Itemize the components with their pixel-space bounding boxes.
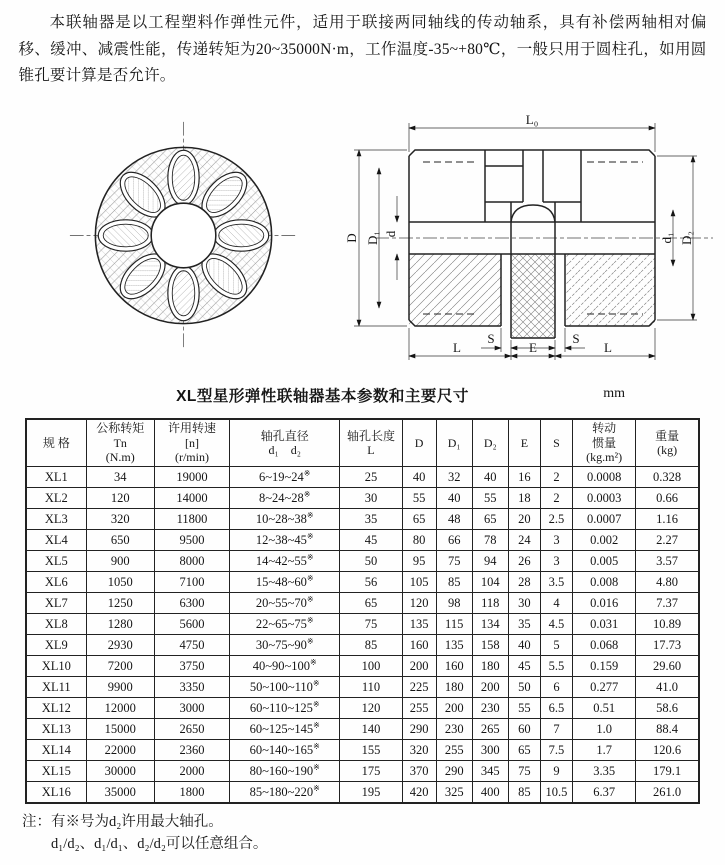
cell-speed: 6300 [154,592,229,613]
dim-label-S-right: S [572,330,580,346]
cell-length: 110 [340,676,402,697]
cell-D: 105 [402,571,436,592]
cell-speed: 7100 [154,571,229,592]
cell-bore: 40~90~100※ [230,655,340,676]
max-bore-mark: ※ [306,615,314,625]
cell-E: 40 [508,634,540,655]
table-title-row [0,384,725,408]
cell-D: 290 [402,718,436,739]
cell-D2: 65 [472,508,508,529]
cell-length: 65 [340,592,402,613]
table-row [26,655,699,676]
cell-D1: 66 [436,529,472,550]
max-bore-mark: ※ [306,552,314,562]
cell-torque: 15000 [86,718,154,739]
cell-torque: 22000 [86,739,154,760]
cell-weight: 41.0 [636,676,699,697]
cell-E: 28 [508,571,540,592]
max-bore-mark: ※ [312,699,320,709]
cell-D1: 325 [436,781,472,803]
star-element-section-hatch [511,254,555,338]
cell-D2: 134 [472,613,508,634]
cell-D2: 180 [472,655,508,676]
cell-torque: 1050 [86,571,154,592]
max-bore-mark: ※ [312,678,320,688]
column-header: D [402,419,436,467]
cell-bore: 10~28~38※ [230,508,340,529]
cell-D2: 300 [472,739,508,760]
cell-speed: 9500 [154,529,229,550]
table-row [26,613,699,634]
cell-S: 2 [540,466,572,487]
cell-torque: 9900 [86,676,154,697]
cell-bore: 85~180~220※ [230,781,340,803]
cell-D2: 94 [472,550,508,571]
column-header: 轴孔直径 d₁ d₂ [230,419,340,467]
table-row [26,697,699,718]
cell-D1: 85 [436,571,472,592]
cell-torque: 35000 [86,781,154,803]
cell-speed: 2000 [154,760,229,781]
cell-E: 45 [508,655,540,676]
cell-D1: 135 [436,634,472,655]
cell-torque: 7200 [86,655,154,676]
cell-length: 56 [340,571,402,592]
cell-torque: 320 [86,508,154,529]
cell-inertia: 0.008 [573,571,636,592]
cell-E: 50 [508,676,540,697]
cell-spec: XL2 [26,487,86,508]
max-bore-mark: ※ [313,762,320,772]
cell-bore: 6~19~24※ [230,466,340,487]
max-bore-mark: ※ [306,636,314,646]
cell-speed: 5600 [154,613,229,634]
cell-D1: 75 [436,550,472,571]
cell-inertia: 0.51 [573,697,636,718]
dim-label-L-left: L [453,339,461,355]
cell-speed: 3350 [154,676,229,697]
cell-D1: 40 [436,487,472,508]
front-view-drawing [66,118,301,353]
cell-spec: XL6 [26,571,86,592]
cell-inertia: 0.277 [573,676,636,697]
column-header: 公称转矩 Tn (N.m) [86,419,154,467]
cell-D1: 48 [436,508,472,529]
right-hub-section-hatch [565,254,655,326]
cell-S: 7.5 [540,739,572,760]
dim-label-S-left: S [487,330,495,346]
cell-speed: 3000 [154,697,229,718]
dim-label-E: E [529,339,537,355]
max-bore-mark: ※ [306,573,314,583]
cell-D1: 160 [436,655,472,676]
cell-E: 16 [508,466,540,487]
cell-S: 5.5 [540,655,572,676]
cell-bore: 22~65~75※ [230,613,340,634]
table-row [26,634,699,655]
cell-D: 55 [402,487,436,508]
column-header: E [508,419,540,467]
cell-spec: XL13 [26,718,86,739]
cell-E: 85 [508,781,540,803]
cell-D2: 265 [472,718,508,739]
cell-D: 65 [402,508,436,529]
table-header-row [26,419,699,467]
max-bore-mark: ※ [310,657,317,667]
dim-label-L-right: L [604,339,612,355]
max-bore-mark: ※ [313,741,320,751]
cell-bore: 20~55~70※ [230,592,340,613]
dim-label-D1: D₁ [365,231,380,245]
max-bore-mark: ※ [306,510,314,520]
cell-length: 155 [340,739,402,760]
cell-bore: 30~75~90※ [230,634,340,655]
cell-inertia: 1.0 [573,718,636,739]
cell-weight: 29.60 [636,655,699,676]
cell-S: 6 [540,676,572,697]
cell-E: 65 [508,739,540,760]
dim-label-D2: D₂ [679,231,694,245]
cell-length: 100 [340,655,402,676]
cell-D1: 32 [436,466,472,487]
cell-torque: 650 [86,529,154,550]
cell-S: 10.5 [540,781,572,803]
table-unit-label: mm [603,385,625,401]
dim-label-d1: d₁ [659,232,674,244]
cell-spec: XL9 [26,634,86,655]
table-row [26,739,699,760]
cell-length: 30 [340,487,402,508]
table-title: XL型星形弹性联轴器基本参数和主要尺寸 [176,387,469,405]
cell-spec: XL1 [26,466,86,487]
cell-inertia: 0.159 [573,655,636,676]
cell-bore: 8~24~28※ [230,487,340,508]
cell-speed: 2650 [154,718,229,739]
cell-inertia: 0.068 [573,634,636,655]
cell-torque: 34 [86,466,154,487]
cell-D2: 55 [472,487,508,508]
column-header: D₂ [472,419,508,467]
cell-S: 3 [540,529,572,550]
cell-E: 18 [508,487,540,508]
cell-speed: 3750 [154,655,229,676]
cell-speed: 19000 [154,466,229,487]
cell-spec: XL4 [26,529,86,550]
cell-D: 225 [402,676,436,697]
cell-S: 3 [540,550,572,571]
cell-weight: 10.89 [636,613,699,634]
table-row [26,760,699,781]
cell-E: 60 [508,718,540,739]
cell-torque: 120 [86,487,154,508]
cell-D2: 400 [472,781,508,803]
max-bore-mark: ※ [306,531,314,541]
cell-weight: 0.328 [636,466,699,487]
cell-D1: 200 [436,697,472,718]
cell-speed: 11800 [154,508,229,529]
cell-E: 24 [508,529,540,550]
table-row [26,466,699,487]
table-row [26,781,699,803]
cell-S: 3.5 [540,571,572,592]
cell-speed: 4750 [154,634,229,655]
cell-weight: 0.66 [636,487,699,508]
column-header: 转动 惯量 (kg.m²) [573,419,636,467]
dim-label-d: d [383,230,398,238]
cell-D2: 104 [472,571,508,592]
max-bore-mark: ※ [303,489,311,499]
cell-inertia: 1.7 [573,739,636,760]
table-row [26,676,699,697]
max-bore-mark: ※ [306,594,314,604]
cell-spec: XL16 [26,781,86,803]
cell-S: 6.5 [540,697,572,718]
cell-torque: 1280 [86,613,154,634]
cell-D2: 118 [472,592,508,613]
cell-length: 25 [340,466,402,487]
cell-torque: 30000 [86,760,154,781]
cell-S: 4 [540,592,572,613]
column-header: 许用转速 [n] (r/min) [154,419,229,467]
cell-E: 30 [508,592,540,613]
cell-D: 80 [402,529,436,550]
cell-D1: 180 [436,676,472,697]
cell-D: 200 [402,655,436,676]
table-row [26,592,699,613]
cell-D2: 40 [472,466,508,487]
column-header: S [540,419,572,467]
cell-inertia: 0.0007 [573,508,636,529]
cell-S: 7 [540,718,572,739]
technical-drawings [0,110,725,362]
cell-length: 140 [340,718,402,739]
cell-bore: 80~160~190※ [230,760,340,781]
cell-torque: 1250 [86,592,154,613]
cell-D: 420 [402,781,436,803]
table-row [26,571,699,592]
cell-bore: 60~125~145※ [230,718,340,739]
cell-inertia: 0.031 [573,613,636,634]
cell-inertia: 0.002 [573,529,636,550]
table-row [26,550,699,571]
cell-bore: 50~100~110※ [230,676,340,697]
cell-length: 35 [340,508,402,529]
table-row [26,508,699,529]
table-row [26,529,699,550]
cell-weight: 7.37 [636,592,699,613]
cell-inertia: 3.35 [573,760,636,781]
max-bore-mark: ※ [303,468,311,478]
cell-bore: 15~48~60※ [230,571,340,592]
cell-D2: 230 [472,697,508,718]
cell-D1: 230 [436,718,472,739]
cell-weight: 2.27 [636,529,699,550]
dim-label-D: D [344,233,359,243]
cell-spec: XL15 [26,760,86,781]
cell-length: 75 [340,613,402,634]
cell-spec: XL12 [26,697,86,718]
cell-weight: 17.73 [636,634,699,655]
cell-spec: XL3 [26,508,86,529]
cell-length: 85 [340,634,402,655]
cell-S: 4.5 [540,613,572,634]
cell-D: 95 [402,550,436,571]
cell-length: 175 [340,760,402,781]
cell-speed: 8000 [154,550,229,571]
left-hub-section-hatch [409,254,501,326]
cell-S: 2.5 [540,508,572,529]
column-header: 重量 (kg) [636,419,699,467]
cell-weight: 120.6 [636,739,699,760]
cell-D: 320 [402,739,436,760]
cell-spec: XL11 [26,676,86,697]
cell-bore: 12~38~45※ [230,529,340,550]
cell-S: 2 [540,487,572,508]
cell-E: 26 [508,550,540,571]
cell-spec: XL7 [26,592,86,613]
cell-weight: 58.6 [636,697,699,718]
column-header: D₁ [436,419,472,467]
cell-S: 5 [540,634,572,655]
table-notes [22,812,725,856]
cell-length: 45 [340,529,402,550]
cell-weight: 1.16 [636,508,699,529]
cell-D: 120 [402,592,436,613]
parameters-table [25,418,700,804]
cell-spec: XL14 [26,739,86,760]
cell-inertia: 0.016 [573,592,636,613]
cell-torque: 12000 [86,697,154,718]
cell-length: 50 [340,550,402,571]
column-header: 规 格 [26,419,86,467]
cell-weight: 3.57 [636,550,699,571]
cell-speed: 14000 [154,487,229,508]
cell-spec: XL10 [26,655,86,676]
cell-D1: 255 [436,739,472,760]
cell-weight: 179.1 [636,760,699,781]
cell-speed: 1800 [154,781,229,803]
cell-E: 35 [508,613,540,634]
cell-D2: 345 [472,760,508,781]
cell-bore: 14~42~55※ [230,550,340,571]
cell-D: 160 [402,634,436,655]
cell-inertia: 6.37 [573,781,636,803]
max-bore-mark: ※ [313,783,320,793]
cell-inertia: 0.0003 [573,487,636,508]
cell-weight: 4.80 [636,571,699,592]
cell-inertia: 0.005 [573,550,636,571]
intro-paragraph: 本联轴器是以工程塑料作弹性元件，适用于联接两同轴线的传动轴系，具有补偿两轴相对偏移、缓冲、减震性能，传递转矩为20~35000N·m，工作温度-35~+80℃，一般只用于圆柱孔，如用圆锥孔要计算是否允许。 [18,14,707,85]
max-bore-mark: ※ [313,720,320,730]
cell-E: 55 [508,697,540,718]
cell-D2: 158 [472,634,508,655]
table-row [26,487,699,508]
section-view-drawing [335,110,725,362]
cell-bore: 60~140~165※ [230,739,340,760]
cell-bore: 60~110~125※ [230,697,340,718]
cell-weight: 88.4 [636,718,699,739]
cell-D: 40 [402,466,436,487]
cell-D: 370 [402,760,436,781]
table-row [26,718,699,739]
cell-D1: 115 [436,613,472,634]
cell-D1: 98 [436,592,472,613]
note-line-2: d₁/d₂、d₁/d₁、d₂/d₂可以任意组合。 [51,835,268,852]
cell-length: 195 [340,781,402,803]
bore-circle [151,204,216,269]
column-header: 轴孔长度 L [340,419,402,467]
cell-E: 75 [508,760,540,781]
cell-weight: 261.0 [636,781,699,803]
cell-D2: 200 [472,676,508,697]
cell-E: 20 [508,508,540,529]
cell-D1: 290 [436,760,472,781]
cell-spec: XL8 [26,613,86,634]
cell-inertia: 0.0008 [573,466,636,487]
dim-label-L0: L₀ [525,111,539,127]
cell-torque: 900 [86,550,154,571]
cell-speed: 2360 [154,739,229,760]
cell-S: 9 [540,760,572,781]
cell-D: 135 [402,613,436,634]
cell-D2: 78 [472,529,508,550]
note-line-1: 注：有※号为d₂许用最大轴孔。 [22,813,223,830]
cell-spec: XL5 [26,550,86,571]
cell-D: 255 [402,697,436,718]
cell-length: 120 [340,697,402,718]
cell-torque: 2930 [86,634,154,655]
